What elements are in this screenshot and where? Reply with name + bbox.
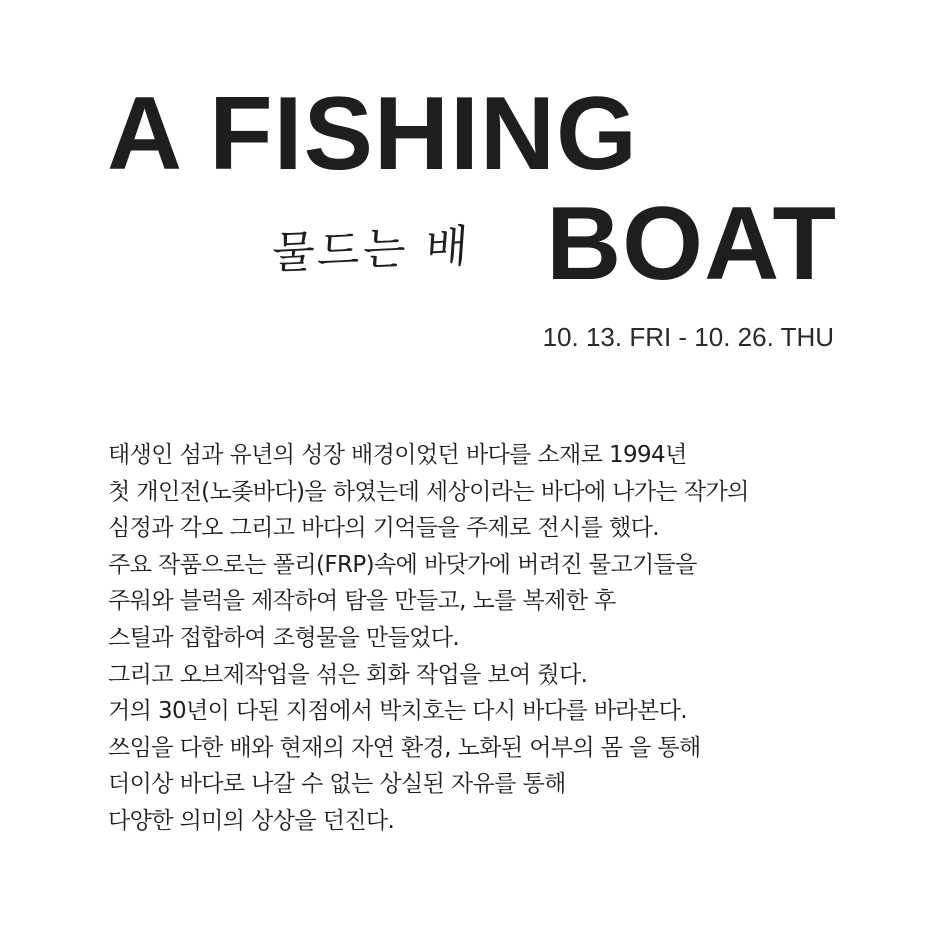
- exhibition-date-range: 10. 13. FRI - 10. 26. THU: [542, 322, 834, 352]
- description-line: 주요 작품으로는 폴리(FRP)속에 바닷가에 버려진 물고기들을: [108, 551, 697, 578]
- description-line: 그리고 오브제작업을 섞은 회화 작업을 보여 줬다.: [108, 661, 588, 688]
- description-line: 주워와 블럭을 제작하여 탐을 만들고, 노를 복제한 후: [108, 588, 616, 615]
- title-line-2: BOAT: [546, 186, 837, 302]
- description-line: 스틸과 접합하여 조형물을 만들었다.: [108, 624, 460, 651]
- description-line: 태생인 섬과 유년의 성장 배경이었던 바다를 소재로 1994년: [108, 442, 687, 468]
- title-line-1: A FISHING: [107, 76, 638, 192]
- description-line: 심정과 각오 그리고 바다의 기억들을 주제로 전시를 했다.: [108, 515, 659, 542]
- description-line: 다양한 의미의 상상을 던진다.: [108, 807, 395, 834]
- description-line: 쓰임을 다한 배와 현재의 자연 환경, 노화된 어부의 몸 을 통해: [108, 734, 701, 761]
- description-line: 거의 30년이 다된 지점에서 박치호는 다시 바다를 바라본다.: [108, 698, 687, 725]
- description-line: 더이상 바다로 나갈 수 없는 상실된 자유를 통해: [108, 771, 566, 798]
- description-line: 첫 개인전(노좆바다)을 하였는데 세상이라는 바다에 나가는 작가의: [108, 478, 749, 505]
- korean-handwritten-title: 물드는 배: [270, 220, 473, 280]
- exhibition-description: [108, 437, 868, 840]
